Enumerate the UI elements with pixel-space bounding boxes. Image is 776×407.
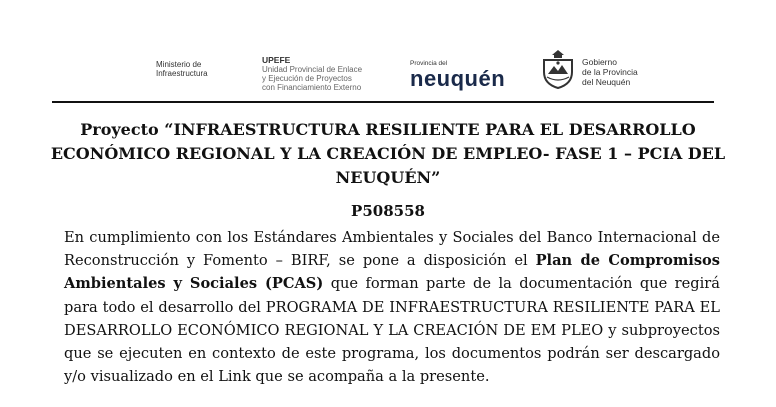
header-divider — [52, 101, 714, 103]
neuquen-logo — [410, 60, 505, 90]
gobierno-logo-line: de la Provincia — [582, 67, 638, 77]
upefe-logo-line: con Financiamiento Externo — [262, 83, 362, 92]
ministerio-logo-line: Ministerio de — [156, 60, 202, 69]
body-text-part1: En cumplimiento con los Estándares Ambientales y Sociales del Banco Internacional de Reconstrucción y Fomento – BIRF, se pone a disposición el — [64, 229, 720, 270]
upefe-logo-line: Unidad Provincial de Enlace — [262, 65, 363, 74]
upefe-logo-title: UPEFE — [262, 55, 291, 65]
gobierno-logo-text — [582, 57, 638, 87]
body-text-part2: que forman parte de la documentación que regirá para todo el desarrollo del PROGRAMA DE INFRAESTRUCTURA RESILIENTE PARA EL DESARROLLO ECONÓMICO REGIONAL Y LA CREACIÓN DE EM PLEO y subproyectos que se ejecuten en contexto de este programa, los documentos podrán ser descargado y/o visualizado en el Link que se acompaña a la presente. — [64, 275, 720, 386]
gobierno-logo-line: Gobierno — [582, 57, 617, 67]
project-code: P508558 — [351, 202, 425, 220]
ministerio-logo — [156, 60, 208, 78]
ministerio-logo-line: Infraestructura — [156, 69, 208, 78]
gobierno-logo-line: del Neuquén — [582, 77, 631, 87]
document-title: Proyecto “INFRAESTRUCTURA RESILIENTE PARA EL DESARROLLO ECONÓMICO REGIONAL Y LA CREACIÓN DE EMPLEO- FASE 1 – PCIA DEL NEUQUÉN” — [50, 120, 726, 187]
neuquen-logo-small: Provincia del — [410, 60, 448, 67]
body-text-bold: Plan de Compromisos Ambientales y Sociales (PCAS) — [64, 252, 720, 293]
provincial-shield-icon — [538, 48, 578, 90]
body-paragraph — [64, 226, 720, 388]
logo-header — [0, 0, 776, 110]
upefe-logo — [262, 55, 362, 92]
upefe-logo-line: y Ejecución de Proyectos — [262, 74, 352, 83]
neuquen-logo-wordmark: neuquén — [410, 66, 506, 91]
